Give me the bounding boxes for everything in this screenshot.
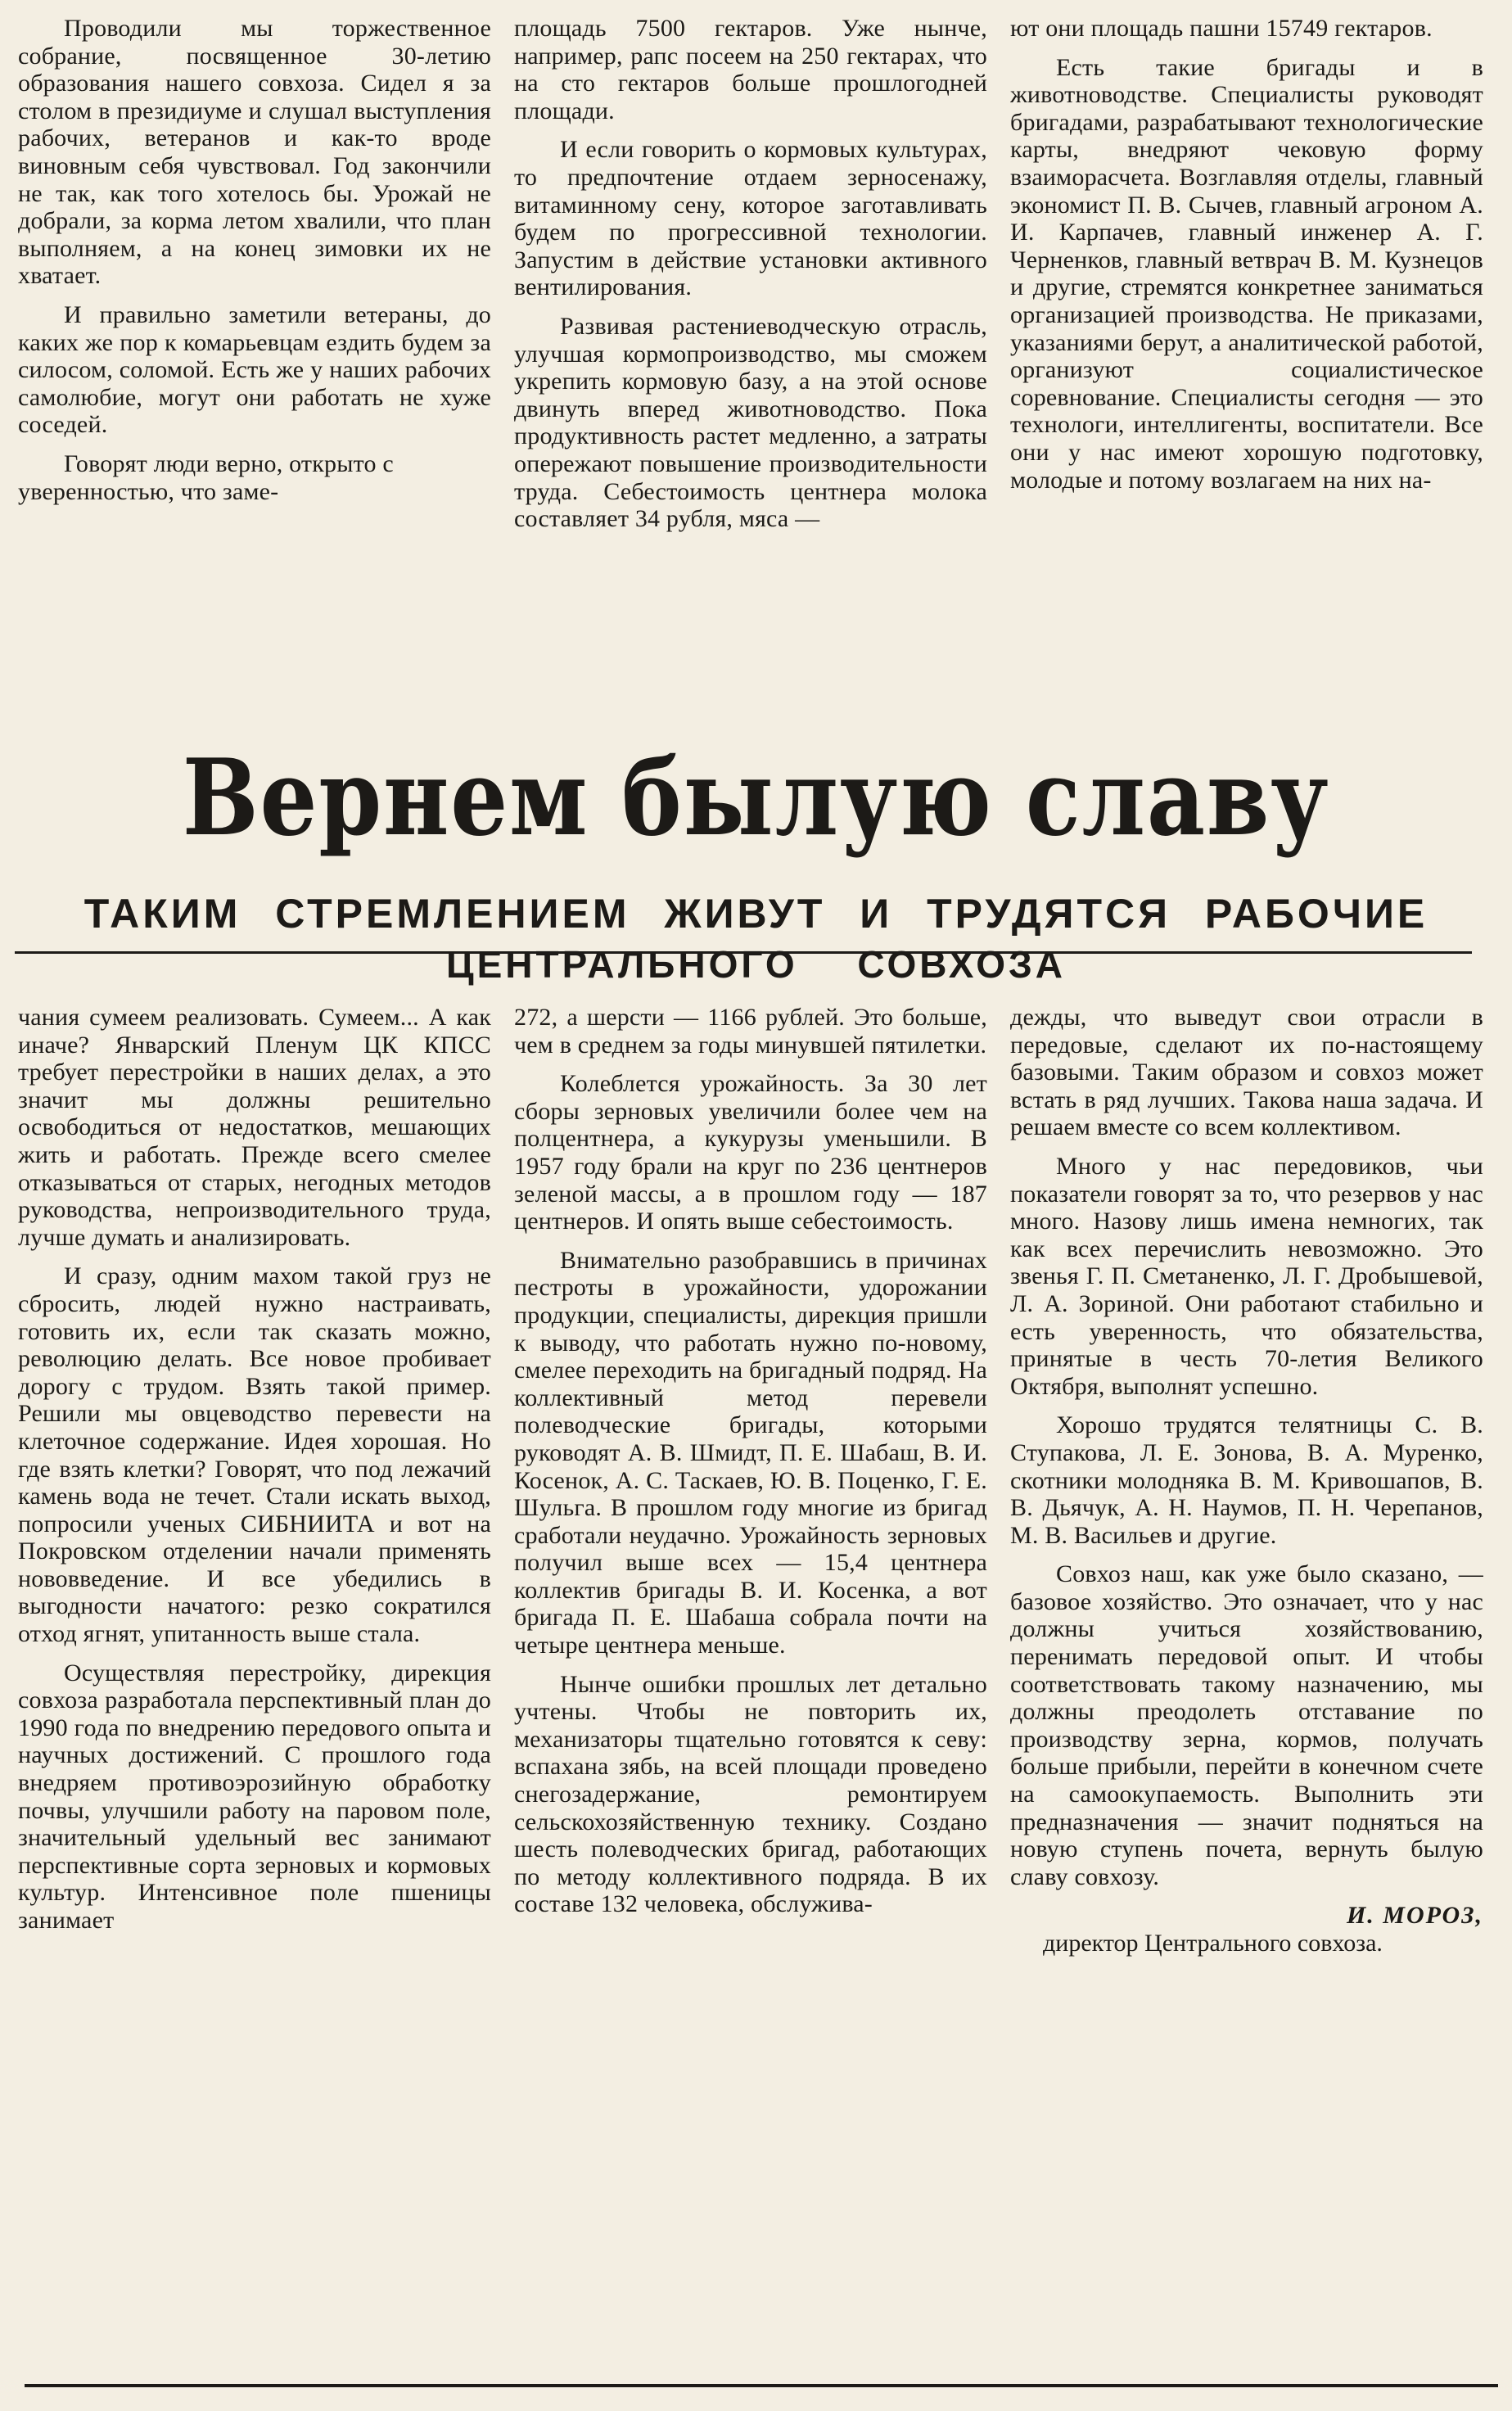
bottom-column-2 bbox=[514, 1004, 987, 2387]
paragraph: чания сумеем реализовать. Сумеем... А как иначе? Январский Пленум ЦК КПСС требует перестройки в наших делах, а это значит мы должны решительно освободиться от недостатков, мешающих жить и работать. Прежде всего смелее отказываться от старых, негодных методов руководства, непроизводительного труда, лучше думать и анализировать. bbox=[18, 1004, 491, 1251]
top-column-2 bbox=[514, 15, 987, 727]
paragraph: И сразу, одним махом такой груз не сбросить, людей нужно настраивать, готовить их, если так сказать можно, революцию делать. Все новое пробивает дорогу с трудом. Взять такой пример. Решили мы овцеводство перевести на клеточное содержание. Идея хорошая. Но где взять клетки? Говорят, что под лежачий камень вода не течет. Стали искать выход, попросили ученых СИБНИИТА и вот на Покровском отделении начали применять нововведение. И все убедились в выгодности начатого: резко сократился отход ягнят, упитанность выше стала. bbox=[18, 1262, 491, 1648]
bottom-columns bbox=[18, 1004, 1483, 2387]
paragraph: Осуществляя перестройку, дирекция совхоза разработала перспективный план до 1990 года по внедрению передового опыта и научных достижений. С прошлого года внедряем противоэрозийную обработку почвы, улучшили работу на паровом поле, значительный удельный вес занимают перспективные сорта зерновых и кормовых культур. Интенсивное поле пшеницы занимает bbox=[18, 1659, 491, 1934]
bottom-rule bbox=[25, 2384, 1498, 2387]
paragraph: площадь 7500 гектаров. Уже нынче, например, рапс посеем на 250 гектарах, что на сто гектаров больше прошлогодней площади. bbox=[514, 15, 987, 124]
paragraph: И правильно заметили ветераны, до каких же пор к комарьевцам ездить будем за силосом, соломой. Есть же у наших рабочих самолюбие, могут они работать не хуже соседей. bbox=[18, 300, 491, 439]
headline: Вернем былую славу bbox=[182, 737, 1330, 860]
author-name: И. МОРОЗ, bbox=[1346, 1902, 1483, 1930]
paragraph: И если говорить о кормовых культурах, то предпочтение отдаем зерносенажу, витаминному сену, которое заготавливать будем по прогрессивной технологии. Запустим в действие установки активного вентилирования. bbox=[514, 136, 987, 301]
paragraph: ют они площадь пашни 15749 гектаров. bbox=[1010, 15, 1433, 42]
top-column-3 bbox=[1010, 15, 1483, 727]
subheadline-line-2: ЦЕНТРАЛЬНОГО СОВХОЗА bbox=[445, 943, 1067, 986]
paragraph: Нынче ошибки прошлых лет детально учтены. Чтобы не повторить их, механизаторы тщательно готовятся к севу: вспахана зябь, на всей площади проведено снегозадержание, ремонтируем сельскохозяйственную технику. Создано шесть полеводческих бригад, работающих по методу коллективного подряда. В их составе 132 человека, обслужива- bbox=[514, 1670, 987, 1918]
paragraph: Совхоз наш, как уже было сказано, — базовое хозяйство. Это означает, что у нас должны учиться хозяйствованию, перенимать передовой опыт. И чтобы соответствовать такому назначению, мы должны преодолеть отставание по производству зерна, кормов, получать больше прибыли, перейти в конечном счете на самоокупаемость. Выполнить эти предназначения — значит подняться на новую ступень почета, вернуть былую славу совхозу. bbox=[1010, 1560, 1483, 1890]
top-column-1 bbox=[18, 15, 491, 727]
paragraph: дежды, что выведут свои отрасли в передовые, сделают их по-настоящему базовыми. Таким образом и совхоз может встать в ряд лучших. Такова наша задача. И решаем вместе со всем коллективом. bbox=[1010, 1004, 1483, 1141]
top-columns bbox=[18, 15, 1483, 727]
paragraph: Развивая растениеводческую отрасль, улучшая кормопроизводство, мы сможем укрепить кормовую базу, а на этой основе двинуть вперед животноводство. Пока продуктивность растет медленно, а затраты опережают повышение производительности труда. Себестоимость центнера молока составляет 34 рубля, мяса — bbox=[514, 312, 987, 533]
subheadline-line-1: ТАКИМ СТРЕМЛЕНИЕМ ЖИВУТ И ТРУДЯТСЯ РАБОЧИЕ bbox=[83, 891, 1429, 937]
paragraph: Проводили мы торжественное собрание, посвященное 30-летию образования нашего совхоза. Сидел я за столом в президиуме и слушал выступления рабочих, ветеранов и как-то вроде виновным себя чувствовал. Год закончили не так, как того хотелось бы. Урожай не добрали, за корма летом хвалили, что план выполняем, а на конец зимовки их не хватает. bbox=[18, 15, 491, 290]
paragraph: 272, а шерсти — 1166 рублей. Это больше, чем в среднем за годы минувшей пятилетки. bbox=[514, 1004, 987, 1059]
bottom-column-3 bbox=[1010, 1004, 1483, 2387]
paragraph: Много у нас передовиков, чьи показатели говорят за то, что резервов у нас много. Назову лишь имена немногих, так как всех перечислить невозможно. Это звенья Г. П. Сметаненко, Л. Г. Дробышевой, Л. А. Зориной. Они работают стабильно и есть уверенность, что обязательства, принятые в честь 70-летия Великого Октября, выполнят успешно. bbox=[1010, 1152, 1483, 1400]
author-role: директор Центрального совхоза. bbox=[1043, 1930, 1383, 1957]
paragraph: Есть такие бригады и в животноводстве. Специалисты руководят бригадами, разрабатывают технологические карты, внедряют чековую форму взаиморасчета. Возглавляя отделы, главный экономист П. В. Сычев, главный агроном А. И. Карпачев, главный инженер А. Г. Черненков, главный ветврач В. М. Кузнецов и другие, стремятся конкретнее заниматься организацией производства. Не приказами, указаниями берут, а аналитической работой, организуют социалистическое соревнование. Специалисты сегодня — это технологи, интеллигенты, воспитатели. Все они у нас имеют хорошую подготовку, молодые и потому возлагаем на них на- bbox=[1010, 53, 1483, 494]
paragraph: Внимательно разобравшись в причинах пестроты в урожайности, удорожании продукции, специалисты, дирекция пришли к выводу, что работать нужно по-новому, смелее переходить на бригадный подряд. На коллективный метод перевели полеводческие бригады, которыми руководят А. В. Шмидт, П. Е. Шабаш, В. И. Косенок, А. С. Таскаев, Ю. В. Поценко, Г. Е. Шульга. В прошлом году многие из бригад сработали неудачно. Урожайность зерновых получил выше всех — 15,4 центнера коллектив бригады В. И. Косенка, а вот бригада П. Е. Шабаша собрала почти на четыре центнера меньше. bbox=[514, 1246, 987, 1659]
signature bbox=[1010, 1902, 1483, 1957]
paragraph: Хорошо трудятся телятницы С. В. Ступакова, Л. Е. Зонова, В. А. Муренко, скотники молодняка В. М. Кривошапов, В. В. Дьячук, А. Н. Наумов, П. Н. Черепанов, М. В. Васильев и другие. bbox=[1010, 1411, 1483, 1549]
paragraph: Колеблется урожайность. За 30 лет сборы зерновых увеличили более чем на полцентнера, а кукурузы уменьшили. В 1957 году брали на круг по 236 центнеров зеленой массы, а в прошлом году — 187 центнеров. И опять выше себестоимость. bbox=[514, 1070, 987, 1235]
paragraph: Говорят люди верно, открыто с уверенностью, что заме- bbox=[18, 449, 394, 505]
bottom-column-1 bbox=[18, 1004, 491, 2387]
